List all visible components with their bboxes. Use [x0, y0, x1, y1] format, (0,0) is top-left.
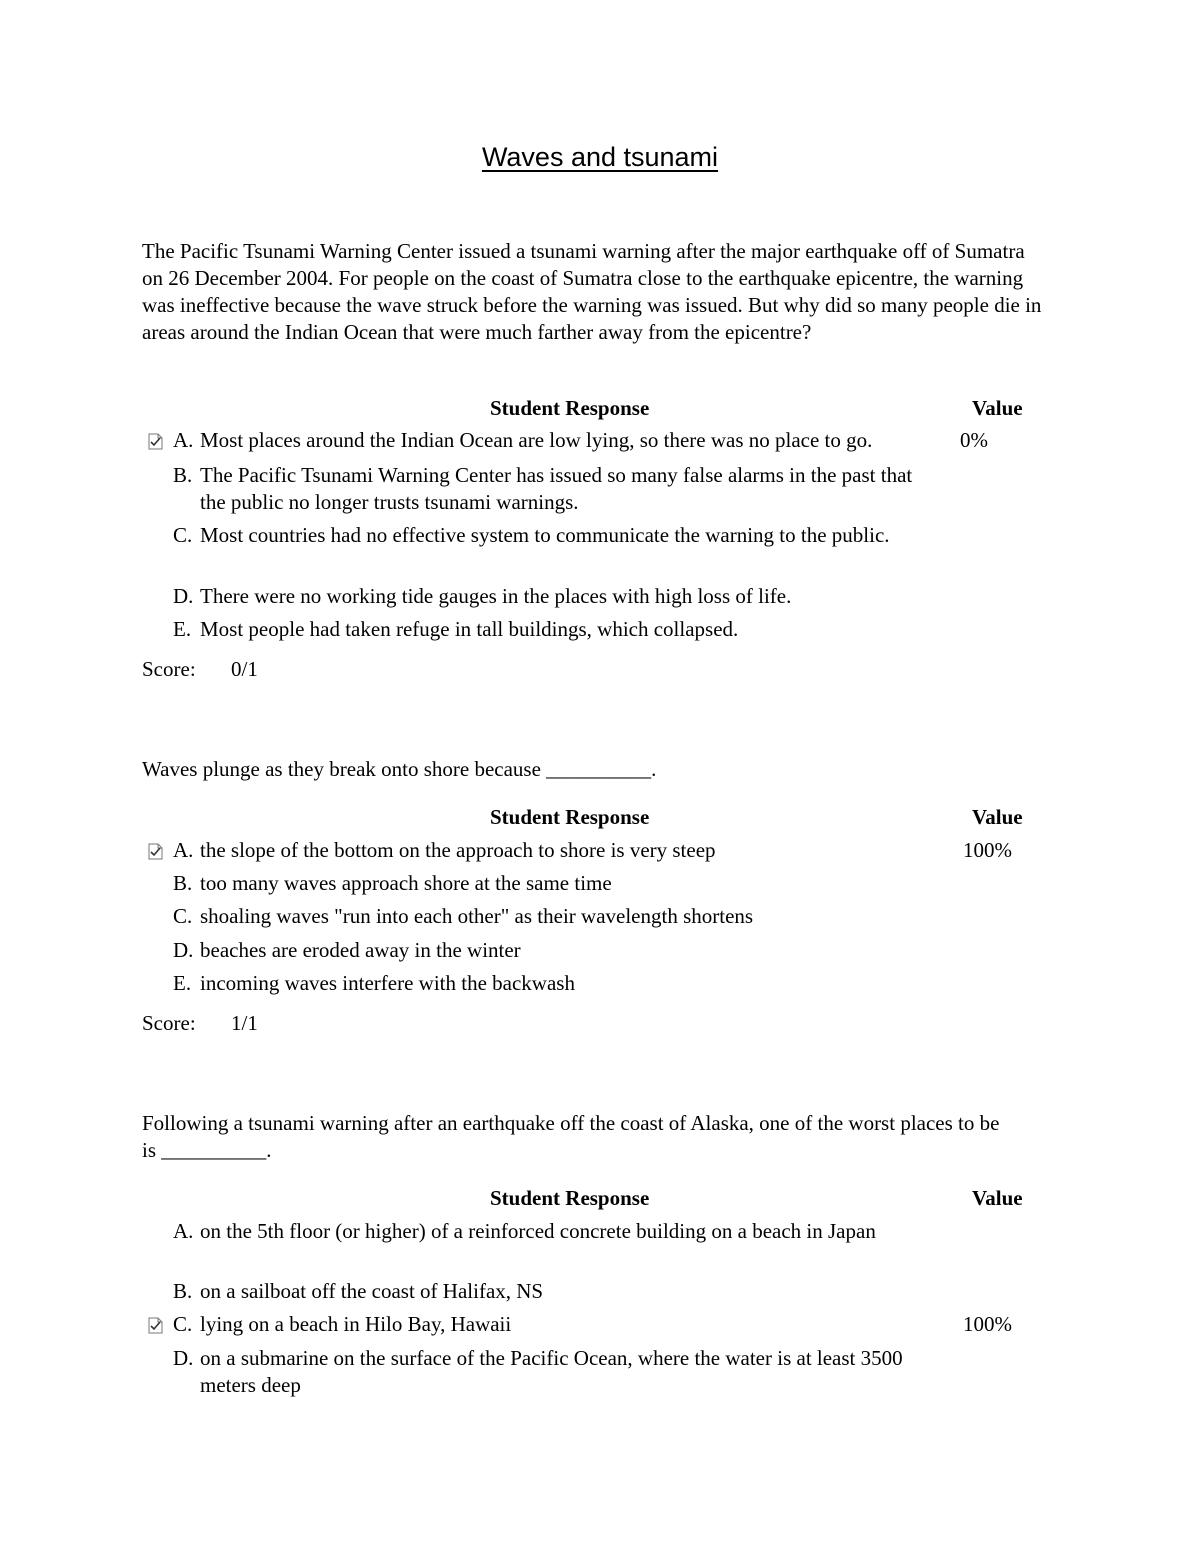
answer-letter: C.: [173, 904, 193, 928]
checked-answer-icon: [148, 1317, 163, 1334]
score-label: Score:: [142, 657, 196, 681]
answer-text: on the 5th floor (or higher) of a reinforced concrete building on a beach in Japan: [200, 1219, 876, 1243]
answer-letter: D.: [173, 1346, 194, 1370]
answer-letter: B.: [173, 463, 193, 487]
answer-letter: B.: [173, 871, 193, 895]
answer-letter: D.: [173, 584, 194, 608]
answer-value: 0%: [960, 428, 988, 452]
question-1-prompt: The Pacific Tsunami Warning Center issued a tsunami warning after the major earthquake off of Sumatra on 26 December 2004. For people on the coast of Sumatra close to the earthquake epicentre, the warning was ineffective because the wave struck before the warning was issued. But why did so many people die in areas around the Indian Ocean that were much farther away from the epicentre?: [142, 239, 1042, 344]
answer-letter: A.: [173, 838, 194, 862]
answer-letter: B.: [173, 1279, 193, 1303]
question-1-score: [142, 657, 258, 682]
student-response-header: Student Response: [490, 805, 650, 829]
answer-text: shoaling waves "run into each other" as their wavelength shortens: [200, 904, 754, 928]
answer-text: Most places around the Indian Ocean are low lying, so there was no place to go.: [200, 428, 873, 452]
page-title: Waves and tsunami: [481, 142, 719, 172]
score-value: 0/1: [231, 657, 258, 681]
checked-answer-icon: [148, 433, 163, 450]
answer-text: too many waves approach shore at the same time: [200, 871, 612, 895]
student-response-header: Student Response: [490, 396, 650, 420]
answer-letter: E.: [173, 971, 192, 995]
answer-letter: E.: [173, 617, 192, 641]
answer-value: 100%: [963, 838, 1012, 862]
answer-text: Most countries had no effective system to communicate the warning to the public.: [200, 523, 890, 547]
answer-value: 100%: [963, 1312, 1012, 1336]
answer-text: lying on a beach in Hilo Bay, Hawaii: [200, 1312, 512, 1336]
checked-answer-icon: [148, 843, 163, 860]
value-header: Value: [972, 1186, 1023, 1210]
value-header: Value: [972, 396, 1023, 420]
question-3-prompt: Following a tsunami warning after an earthquake off the coast of Alaska, one of the worst places to be is __________.: [142, 1111, 1000, 1162]
answer-letter: A.: [173, 1219, 194, 1243]
question-2-score: [142, 1011, 258, 1036]
answer-text: the slope of the bottom on the approach to shore is very steep: [200, 838, 716, 862]
question-2-prompt: Waves plunge as they break onto shore because __________.: [142, 757, 657, 781]
answer-letter: C.: [173, 523, 193, 547]
answer-text: beaches are eroded away in the winter: [200, 938, 521, 962]
answer-letter: D.: [173, 938, 194, 962]
answer-text: There were no working tide gauges in the places with high loss of life.: [200, 584, 792, 608]
score-value: 1/1: [231, 1011, 258, 1035]
answer-text: Most people had taken refuge in tall buildings, which collapsed.: [200, 617, 739, 641]
answer-text: on a sailboat off the coast of Halifax, NS: [200, 1279, 544, 1303]
value-header: Value: [972, 805, 1023, 829]
answer-letter: A.: [173, 428, 194, 452]
answer-letter: C.: [173, 1312, 193, 1336]
score-label: Score:: [142, 1011, 196, 1035]
answer-text: incoming waves interfere with the backwash: [200, 971, 575, 995]
student-response-header: Student Response: [490, 1186, 650, 1210]
answer-text: The Pacific Tsunami Warning Center has issued so many false alarms in the past that the public no longer trusts tsunami warnings.: [200, 463, 913, 514]
answer-text: on a submarine on the surface of the Pacific Ocean, where the water is at least 3500 meters deep: [200, 1346, 903, 1397]
